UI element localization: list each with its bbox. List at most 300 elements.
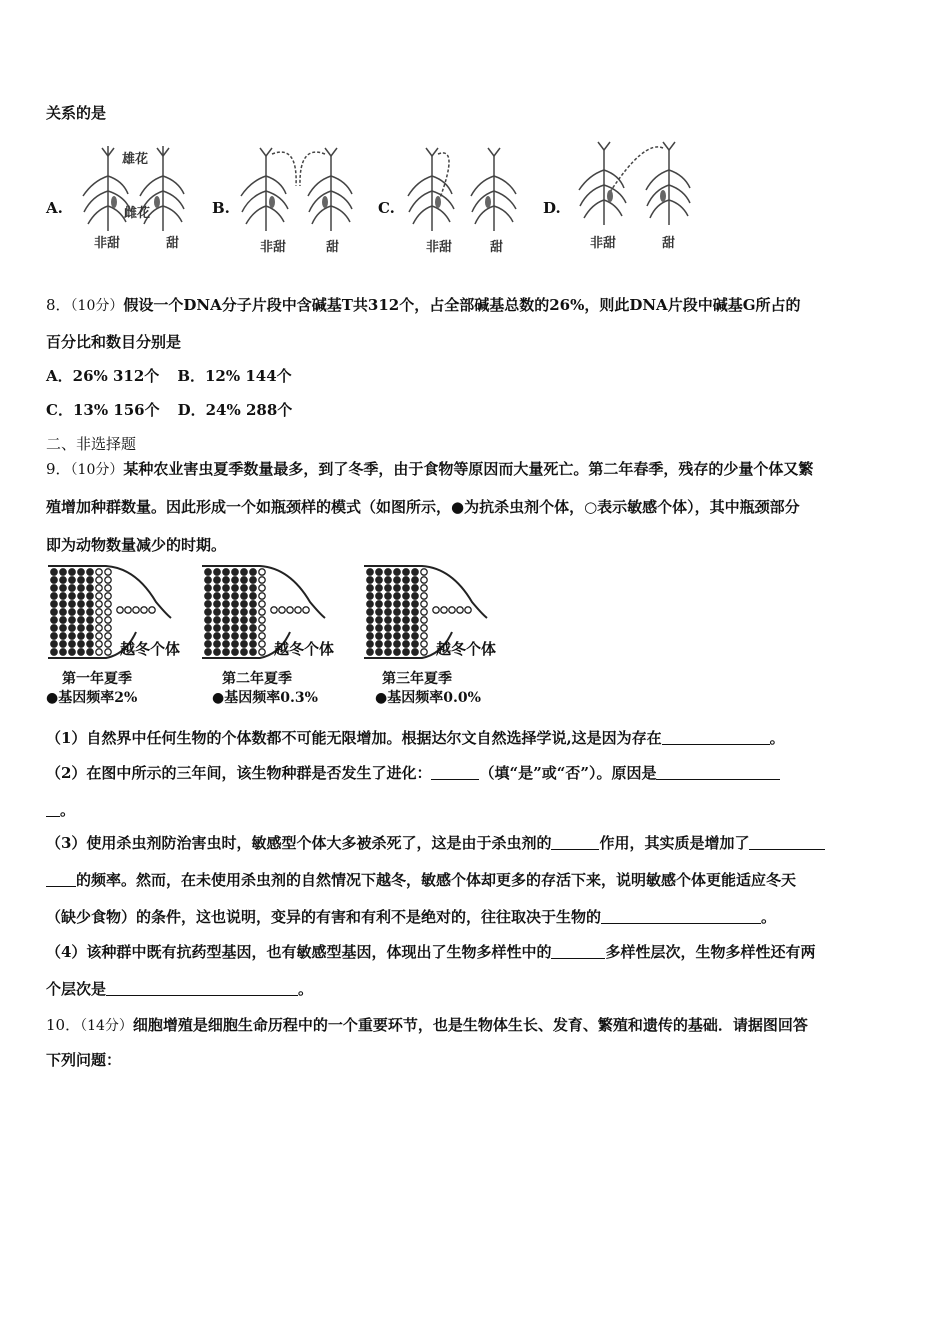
resistant-individual-dot xyxy=(367,617,373,623)
resistant-individual-dot xyxy=(60,633,66,639)
q9-sub3-text-d: （缺少食物）的条件，这也说明，变异的有害和有利不是绝对的，往往取决于生物的 xyxy=(46,908,602,926)
resistant-individual-dot xyxy=(394,577,400,583)
q9-sub3-line-3 xyxy=(46,906,776,927)
resistant-individual-dot xyxy=(214,577,220,583)
q9-line-1 xyxy=(46,458,813,479)
resistant-individual-dot xyxy=(87,625,93,631)
q9-sub1 xyxy=(46,727,785,748)
freq-label-2: ●基因频率0.3% xyxy=(212,690,318,706)
sensitive-individual-dot xyxy=(421,617,427,623)
resistant-individual-dot xyxy=(241,569,247,575)
season-label-3: 第三年夏季 xyxy=(382,671,452,687)
q9-sub3-blank-2[interactable] xyxy=(749,835,825,850)
resistant-individual-dot xyxy=(87,641,93,647)
sensitive-individual-dot xyxy=(259,617,265,623)
q8-option-b: B．12% 144个 xyxy=(177,367,292,385)
resistant-individual-dot xyxy=(232,625,238,631)
season-label-2: 第二年夏季 xyxy=(222,671,292,687)
resistant-individual-dot xyxy=(51,625,57,631)
q9-sub1-text: （1）自然界中任何生物的个体数都不可能无限增加。根据达尔文自然选择学说,这是因为存在 xyxy=(46,729,662,747)
q9-sub2-blank-1[interactable] xyxy=(431,765,479,780)
sensitive-individual-dot xyxy=(421,601,427,607)
resistant-individual-dot xyxy=(60,593,66,599)
resistant-individual-dot xyxy=(232,593,238,599)
resistant-individual-dot xyxy=(51,569,57,575)
sensitive-individual-dot xyxy=(259,633,265,639)
sensitive-individual-dot xyxy=(105,577,111,583)
q10-line-1 xyxy=(46,1014,808,1035)
sensitive-individual-dot xyxy=(421,633,427,639)
sensitive-individual-dot xyxy=(271,607,277,613)
resistant-individual-dot xyxy=(376,609,382,615)
resistant-individual-dot xyxy=(60,569,66,575)
resistant-individual-dot xyxy=(250,569,256,575)
resistant-individual-dot xyxy=(214,585,220,591)
resistant-individual-dot xyxy=(60,585,66,591)
sensitive-individual-dot xyxy=(105,649,111,655)
q8-text-2: 百分比和数目分别是 xyxy=(46,333,182,351)
sensitive-individual-dot xyxy=(96,649,102,655)
sensitive-individual-dot xyxy=(421,577,427,583)
q8-option-d: D．24% 288个 xyxy=(177,401,293,419)
resistant-individual-dot xyxy=(385,617,391,623)
q9-sub2-text-b: （填“是”或“否”）。原因是 xyxy=(479,764,657,782)
resistant-individual-dot xyxy=(241,641,247,647)
q9-sub3-text-c: 的频率。然而，在未使用杀虫剂的自然情况下越冬，敏感个体却更多的存活下来，说明敏感个体更能适应冬天 xyxy=(76,871,797,889)
q8-options-row-2 xyxy=(46,399,292,420)
sensitive-individual-dot xyxy=(279,607,285,613)
freq-label-1: ●基因频率2% xyxy=(46,690,138,706)
q7-option-b-label: B. xyxy=(212,199,230,217)
winter-label-2: 越冬个体 xyxy=(274,640,335,658)
freq-label-3: ●基因频率0.0% xyxy=(375,690,481,706)
resistant-individual-dot xyxy=(78,617,84,623)
sensitive-individual-dot xyxy=(421,593,427,599)
sensitive-individual-dot xyxy=(105,641,111,647)
resistant-individual-dot xyxy=(412,633,418,639)
resistant-individual-dot xyxy=(250,625,256,631)
q9-sub4-blank-2[interactable] xyxy=(106,981,298,996)
resistant-individual-dot xyxy=(69,649,75,655)
resistant-individual-dot xyxy=(205,593,211,599)
sensitive-individual-dot xyxy=(421,641,427,647)
resistant-individual-dot xyxy=(403,569,409,575)
resistant-individual-dot xyxy=(394,649,400,655)
resistant-individual-dot xyxy=(232,609,238,615)
resistant-individual-dot xyxy=(250,585,256,591)
resistant-individual-dot xyxy=(51,649,57,655)
resistant-individual-dot xyxy=(250,577,256,583)
winter-label-3: 越冬个体 xyxy=(436,640,497,658)
resistant-individual-dot xyxy=(403,617,409,623)
sensitive-individual-dot xyxy=(259,593,265,599)
resistant-individual-dot xyxy=(376,569,382,575)
resistant-individual-dot xyxy=(232,617,238,623)
q9-sub4-end: 。 xyxy=(298,980,314,998)
resistant-individual-dot xyxy=(385,593,391,599)
sensitive-individual-dot xyxy=(96,617,102,623)
resistant-individual-dot xyxy=(367,569,373,575)
resistant-individual-dot xyxy=(78,585,84,591)
sensitive-individual-dot xyxy=(259,569,265,575)
q8-option-a: A．26% 312个 xyxy=(46,367,160,385)
sensitive-individual-dot xyxy=(287,607,293,613)
resistant-individual-dot xyxy=(60,641,66,647)
sensitive-individual-dot xyxy=(96,641,102,647)
resistant-individual-dot xyxy=(60,601,66,607)
resistant-individual-dot xyxy=(241,577,247,583)
resistant-individual-dot xyxy=(205,641,211,647)
resistant-individual-dot xyxy=(232,649,238,655)
resistant-individual-dot xyxy=(367,641,373,647)
resistant-individual-dot xyxy=(385,569,391,575)
q7-option-a-label: A. xyxy=(46,199,63,217)
resistant-individual-dot xyxy=(223,649,229,655)
sensitive-individual-dot xyxy=(96,593,102,599)
resistant-individual-dot xyxy=(51,593,57,599)
q9-sub4-text-b: 多样性层次，生物多样性还有两 xyxy=(605,943,816,961)
resistant-individual-dot xyxy=(250,617,256,623)
resistant-individual-dot xyxy=(412,569,418,575)
resistant-individual-dot xyxy=(403,633,409,639)
resistant-individual-dot xyxy=(60,649,66,655)
resistant-individual-dot xyxy=(232,641,238,647)
q9-sub1-end: 。 xyxy=(769,729,785,747)
resistant-individual-dot xyxy=(205,649,211,655)
resistant-individual-dot xyxy=(376,585,382,591)
resistant-individual-dot xyxy=(205,569,211,575)
q10-score: （14分） xyxy=(80,1018,133,1034)
resistant-individual-dot xyxy=(87,601,93,607)
resistant-individual-dot xyxy=(78,625,84,631)
resistant-individual-dot xyxy=(205,609,211,615)
resistant-individual-dot xyxy=(214,569,220,575)
resistant-individual-dot xyxy=(51,617,57,623)
sensitive-individual-dot xyxy=(96,601,102,607)
resistant-individual-dot xyxy=(250,633,256,639)
resistant-individual-dot xyxy=(376,593,382,599)
resistant-individual-dot xyxy=(376,641,382,647)
resistant-individual-dot xyxy=(385,601,391,607)
resistant-individual-dot xyxy=(412,649,418,655)
sensitive-individual-dot xyxy=(259,641,265,647)
resistant-individual-dot xyxy=(60,609,66,615)
resistant-individual-dot xyxy=(403,649,409,655)
sensitive-individual-dot xyxy=(105,609,111,615)
q9-sub2-blank-2[interactable] xyxy=(656,765,780,780)
resistant-individual-dot xyxy=(241,625,247,631)
resistant-individual-dot xyxy=(367,625,373,631)
resistant-individual-dot xyxy=(367,609,373,615)
resistant-individual-dot xyxy=(69,601,75,607)
q7-option-d-label: D. xyxy=(543,199,561,217)
resistant-individual-dot xyxy=(412,617,418,623)
resistant-individual-dot xyxy=(232,569,238,575)
resistant-individual-dot xyxy=(69,609,75,615)
q9-sub2-blank-2-cont[interactable] xyxy=(46,802,60,817)
option-d-left-plant-label: 非甜 xyxy=(590,236,617,251)
resistant-individual-dot xyxy=(412,577,418,583)
resistant-individual-dot xyxy=(69,577,75,583)
resistant-individual-dot xyxy=(412,641,418,647)
q9-sub4-line-2 xyxy=(46,978,313,999)
sensitive-individual-dot xyxy=(125,607,131,613)
q7-option-c-label: C. xyxy=(378,199,395,217)
q9-sub2 xyxy=(46,762,780,783)
resistant-individual-dot xyxy=(385,625,391,631)
resistant-individual-dot xyxy=(223,609,229,615)
resistant-individual-dot xyxy=(232,585,238,591)
sensitive-individual-dot xyxy=(259,649,265,655)
resistant-individual-dot xyxy=(87,577,93,583)
resistant-individual-dot xyxy=(60,577,66,583)
resistant-individual-dot xyxy=(376,577,382,583)
sensitive-individual-dot xyxy=(96,633,102,639)
q9-sub3-blank-2-cont[interactable] xyxy=(46,872,76,887)
resistant-individual-dot xyxy=(412,609,418,615)
resistant-individual-dot xyxy=(241,649,247,655)
sensitive-individual-dot xyxy=(441,607,447,613)
q9-sub3 xyxy=(46,832,825,853)
resistant-individual-dot xyxy=(376,633,382,639)
q9-sub3-blank-1[interactable] xyxy=(551,835,599,850)
resistant-individual-dot xyxy=(214,601,220,607)
resistant-individual-dot xyxy=(69,625,75,631)
resistant-individual-dot xyxy=(223,569,229,575)
sensitive-individual-dot xyxy=(141,607,147,613)
corn-pair-c-figure xyxy=(404,146,524,251)
q7-stem-tail: 关系的是 xyxy=(46,104,107,122)
resistant-individual-dot xyxy=(223,641,229,647)
resistant-individual-dot xyxy=(412,625,418,631)
resistant-individual-dot xyxy=(223,617,229,623)
q8-options-row-1 xyxy=(46,365,292,386)
resistant-individual-dot xyxy=(250,601,256,607)
section-heading: 二、非选择题 xyxy=(46,435,137,453)
q9-text-1: 某种农业害虫夏季数量最多，到了冬季，由于食物等原因而大量死亡。第二年春季，残存的少量个体又繁 xyxy=(123,460,814,478)
resistant-individual-dot xyxy=(214,633,220,639)
resistant-individual-dot xyxy=(394,593,400,599)
sensitive-individual-dot xyxy=(105,617,111,623)
resistant-individual-dot xyxy=(69,569,75,575)
winter-label-1: 越冬个体 xyxy=(120,640,181,658)
q10-text-1: 细胞增殖是细胞生命历程中的一个重要环节，也是生物体生长、发育、繁殖和遗传的基础．请据图回答 xyxy=(132,1016,808,1034)
resistant-individual-dot xyxy=(69,633,75,639)
resistant-individual-dot xyxy=(205,585,211,591)
resistant-individual-dot xyxy=(223,601,229,607)
resistant-individual-dot xyxy=(69,617,75,623)
q9-sub3-blank-3[interactable] xyxy=(601,909,761,924)
sensitive-individual-dot xyxy=(421,569,427,575)
resistant-individual-dot xyxy=(394,633,400,639)
q8-line-1 xyxy=(46,294,801,315)
sensitive-individual-dot xyxy=(259,609,265,615)
q9-sub4-blank-1[interactable] xyxy=(551,944,605,959)
q8-text-1: 假设一个DNA分子片段中含碱基T共312个，占全部碱基总数的26%，则此DNA片段中碱基G所占的 xyxy=(123,296,801,314)
resistant-individual-dot xyxy=(78,569,84,575)
resistant-individual-dot xyxy=(250,593,256,599)
resistant-individual-dot xyxy=(214,593,220,599)
resistant-individual-dot xyxy=(376,601,382,607)
option-a-right-plant-label: 甜 xyxy=(166,236,180,251)
resistant-individual-dot xyxy=(394,609,400,615)
option-b-right-plant-label: 甜 xyxy=(326,240,340,255)
resistant-individual-dot xyxy=(403,601,409,607)
resistant-individual-dot xyxy=(69,593,75,599)
q8-number: 8． xyxy=(46,296,71,314)
sensitive-individual-dot xyxy=(96,577,102,583)
sensitive-individual-dot xyxy=(96,625,102,631)
resistant-individual-dot xyxy=(87,633,93,639)
resistant-individual-dot xyxy=(214,625,220,631)
resistant-individual-dot xyxy=(87,617,93,623)
resistant-individual-dot xyxy=(376,649,382,655)
resistant-individual-dot xyxy=(394,585,400,591)
resistant-individual-dot xyxy=(394,601,400,607)
q9-number: 9． xyxy=(46,460,71,478)
resistant-individual-dot xyxy=(223,593,229,599)
resistant-individual-dot xyxy=(394,617,400,623)
q8-option-c: C．13% 156个 xyxy=(46,401,160,419)
resistant-individual-dot xyxy=(385,585,391,591)
resistant-individual-dot xyxy=(367,601,373,607)
male-flower-label: 雄花 xyxy=(122,152,149,167)
resistant-individual-dot xyxy=(214,617,220,623)
resistant-individual-dot xyxy=(60,617,66,623)
resistant-individual-dot xyxy=(250,641,256,647)
q10-text-2: 下列问题： xyxy=(46,1051,122,1069)
resistant-individual-dot xyxy=(205,577,211,583)
resistant-individual-dot xyxy=(51,577,57,583)
resistant-individual-dot xyxy=(232,601,238,607)
q9-sub4 xyxy=(46,941,815,962)
resistant-individual-dot xyxy=(51,641,57,647)
resistant-individual-dot xyxy=(87,609,93,615)
resistant-individual-dot xyxy=(385,609,391,615)
resistant-individual-dot xyxy=(223,585,229,591)
sensitive-individual-dot xyxy=(259,601,265,607)
resistant-individual-dot xyxy=(205,633,211,639)
sensitive-individual-dot xyxy=(259,585,265,591)
resistant-individual-dot xyxy=(78,593,84,599)
resistant-individual-dot xyxy=(78,633,84,639)
resistant-individual-dot xyxy=(403,625,409,631)
q9-text-2: 殖增加种群数量。因此形成一个如瓶颈样的模式（如图所示，●为抗杀虫剂个体，○表示敏感个体），其中瓶颈部分 xyxy=(46,498,800,516)
resistant-individual-dot xyxy=(394,569,400,575)
resistant-individual-dot xyxy=(403,641,409,647)
resistant-individual-dot xyxy=(367,633,373,639)
q9-sub2-line-2 xyxy=(46,799,75,820)
sensitive-individual-dot xyxy=(105,569,111,575)
sensitive-individual-dot xyxy=(421,609,427,615)
resistant-individual-dot xyxy=(367,649,373,655)
q8-score: （10分） xyxy=(70,298,124,314)
corn-pair-b-figure xyxy=(236,146,361,251)
resistant-individual-dot xyxy=(51,601,57,607)
resistant-individual-dot xyxy=(232,577,238,583)
sensitive-individual-dot xyxy=(117,607,123,613)
sensitive-individual-dot xyxy=(105,625,111,631)
resistant-individual-dot xyxy=(394,625,400,631)
resistant-individual-dot xyxy=(78,641,84,647)
resistant-individual-dot xyxy=(367,585,373,591)
female-flower-label: 雌花 xyxy=(124,206,151,221)
q9-sub2-text-a: （2）在图中所示的三年间，该生物种群是否发生了进化： xyxy=(46,764,432,782)
resistant-individual-dot xyxy=(223,633,229,639)
corn-pair-d-figure xyxy=(574,140,699,245)
resistant-individual-dot xyxy=(403,609,409,615)
resistant-individual-dot xyxy=(205,617,211,623)
resistant-individual-dot xyxy=(394,641,400,647)
sensitive-individual-dot xyxy=(259,625,265,631)
q9-sub4-text-a: （4）该种群中既有抗药型基因，也有敏感型基因，体现出了生物多样性中的 xyxy=(46,943,552,961)
q9-sub3-end: 。 xyxy=(761,908,777,926)
resistant-individual-dot xyxy=(78,601,84,607)
sensitive-individual-dot xyxy=(259,577,265,583)
resistant-individual-dot xyxy=(385,577,391,583)
q9-sub3-line-2 xyxy=(46,869,796,890)
resistant-individual-dot xyxy=(241,593,247,599)
sensitive-individual-dot xyxy=(96,609,102,615)
q9-sub3-text-b: 作用，其实质是增加了 xyxy=(599,834,750,852)
sensitive-individual-dot xyxy=(449,607,455,613)
q9-sub1-blank[interactable] xyxy=(662,730,770,745)
resistant-individual-dot xyxy=(403,593,409,599)
q9-sub4-text-c: 个层次是 xyxy=(46,980,107,998)
option-c-left-plant-label: 非甜 xyxy=(426,240,453,255)
resistant-individual-dot xyxy=(412,601,418,607)
sensitive-individual-dot xyxy=(149,607,155,613)
resistant-individual-dot xyxy=(51,609,57,615)
resistant-individual-dot xyxy=(87,585,93,591)
resistant-individual-dot xyxy=(78,649,84,655)
resistant-individual-dot xyxy=(385,641,391,647)
option-b-left-plant-label: 非甜 xyxy=(260,240,287,255)
sensitive-individual-dot xyxy=(421,625,427,631)
resistant-individual-dot xyxy=(51,633,57,639)
q9-sub3-text-a: （3）使用杀虫剂防治害虫时，敏感型个体大多被杀死了，这是由于杀虫剂的 xyxy=(46,834,552,852)
resistant-individual-dot xyxy=(214,649,220,655)
q9-sub2-end: 。 xyxy=(60,801,76,819)
resistant-individual-dot xyxy=(385,633,391,639)
q9-text-3: 即为动物数量减少的时期。 xyxy=(46,536,227,554)
resistant-individual-dot xyxy=(223,625,229,631)
option-d-right-plant-label: 甜 xyxy=(662,236,676,251)
resistant-individual-dot xyxy=(223,577,229,583)
sensitive-individual-dot xyxy=(303,607,309,613)
season-label-1: 第一年夏季 xyxy=(62,671,132,687)
resistant-individual-dot xyxy=(241,609,247,615)
resistant-individual-dot xyxy=(403,585,409,591)
sensitive-individual-dot xyxy=(105,585,111,591)
resistant-individual-dot xyxy=(385,649,391,655)
resistant-individual-dot xyxy=(60,625,66,631)
resistant-individual-dot xyxy=(87,569,93,575)
resistant-individual-dot xyxy=(367,577,373,583)
sensitive-individual-dot xyxy=(295,607,301,613)
sensitive-individual-dot xyxy=(96,569,102,575)
resistant-individual-dot xyxy=(250,649,256,655)
resistant-individual-dot xyxy=(205,625,211,631)
option-c-right-plant-label: 甜 xyxy=(490,240,504,255)
sensitive-individual-dot xyxy=(105,601,111,607)
sensitive-individual-dot xyxy=(421,649,427,655)
resistant-individual-dot xyxy=(51,585,57,591)
q9-score: （10分） xyxy=(70,462,124,478)
resistant-individual-dot xyxy=(241,585,247,591)
resistant-individual-dot xyxy=(69,585,75,591)
resistant-individual-dot xyxy=(69,641,75,647)
